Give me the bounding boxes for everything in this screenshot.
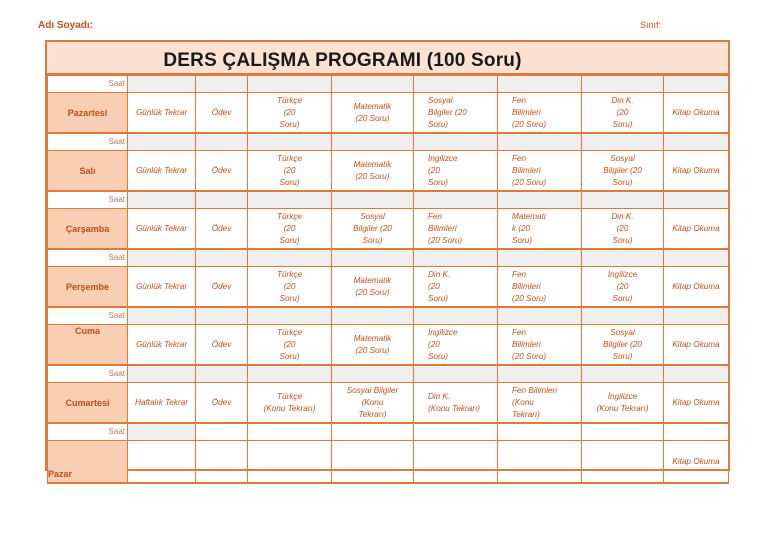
activity-cell[interactable]: İngilizce (20 Soru)	[414, 151, 498, 192]
time-cell[interactable]	[128, 423, 196, 441]
schedule-sheet	[45, 40, 730, 479]
activity-cell[interactable]	[498, 441, 582, 484]
saat-row	[48, 191, 729, 209]
time-cell[interactable]	[196, 423, 248, 441]
activity-cell[interactable]: Kitap Okuma	[664, 383, 729, 424]
activity-cell[interactable]: İngilizce (20 Soru)	[414, 325, 498, 366]
page-title: DERS ÇALIŞMA PROGRAMI (100 Soru)	[163, 49, 522, 71]
activity-cell[interactable]: Matematik (20 Soru)	[332, 325, 414, 366]
activity-cell[interactable]: Matematik (20 Soru)	[332, 93, 414, 134]
activity-cell[interactable]: Türkçe (20 Soru)	[248, 151, 332, 192]
activity-cell[interactable]: Sosyal Bilgiler (20 Soru)	[414, 93, 498, 134]
schedule-body	[48, 76, 729, 484]
activity-cell[interactable]	[196, 441, 248, 484]
time-cell[interactable]	[664, 423, 729, 441]
activity-cell[interactable]: Ödev	[196, 93, 248, 134]
activity-cell[interactable]: Kitap Okuma	[664, 151, 729, 192]
time-cell[interactable]	[414, 249, 498, 267]
time-cell[interactable]	[332, 423, 414, 441]
saat-row	[48, 423, 729, 441]
day-name: Pazar	[48, 441, 128, 484]
saat-label: Saat	[48, 133, 128, 151]
time-cell[interactable]	[414, 365, 498, 383]
time-cell[interactable]	[664, 365, 729, 383]
activity-cell[interactable]: Türkçe (20 Soru)	[248, 209, 332, 250]
time-cell[interactable]	[128, 133, 196, 151]
time-cell[interactable]	[498, 191, 582, 209]
activity-cell[interactable]: Kitap Okuma	[664, 93, 729, 134]
activity-cell[interactable]: Fen Bilimleri (20 Soru)	[498, 151, 582, 192]
time-cell[interactable]	[196, 307, 248, 325]
activity-cell[interactable]: İngilizce (20 Soru)	[582, 267, 664, 308]
saat-row	[48, 365, 729, 383]
time-cell[interactable]	[582, 249, 664, 267]
activity-cell[interactable]: Günlük Tekrar	[128, 267, 196, 308]
time-cell[interactable]	[498, 249, 582, 267]
name-label: Adı Soyadı:	[38, 20, 94, 31]
time-cell[interactable]	[332, 249, 414, 267]
day-row	[48, 441, 729, 484]
time-cell[interactable]	[582, 365, 664, 383]
activity-cell[interactable]: Fen Bilimleri (Konu Tekrarı)	[498, 383, 582, 424]
day-row	[48, 93, 729, 134]
activity-cell[interactable]: Sosyal Bilgiler (20 Soru)	[332, 209, 414, 250]
day-row	[48, 383, 729, 424]
activity-cell[interactable]: Din K. (20 Soru)	[582, 93, 664, 134]
saat-label: Saat	[48, 76, 128, 93]
activity-cell[interactable]: Sosyal Bilgiler (20 Soru)	[582, 325, 664, 366]
time-cell[interactable]	[498, 76, 582, 93]
activity-cell[interactable]: Fen Bilimleri (20 Soru)	[498, 267, 582, 308]
activity-cell[interactable]: Ödev	[196, 151, 248, 192]
activity-cell[interactable]: Ödev	[196, 325, 248, 366]
class-label: Sınıf:	[640, 20, 662, 30]
time-cell[interactable]	[248, 365, 332, 383]
activity-cell[interactable]: Matemati k (20 Soru)	[498, 209, 582, 250]
day-row	[48, 151, 729, 192]
saat-row	[48, 307, 729, 325]
time-cell[interactable]	[414, 76, 498, 93]
schedule-table	[47, 75, 729, 484]
time-cell[interactable]	[498, 307, 582, 325]
time-cell[interactable]	[128, 249, 196, 267]
day-name: Cuma	[48, 325, 128, 366]
time-cell[interactable]	[414, 307, 498, 325]
activity-cell[interactable]: Günlük Tekrar	[128, 93, 196, 134]
saat-label: Saat	[48, 423, 128, 441]
activity-cell[interactable]	[128, 441, 196, 484]
time-cell[interactable]	[414, 133, 498, 151]
activity-cell[interactable]: Din K. (20 Soru)	[582, 209, 664, 250]
day-name: Cumartesi	[48, 383, 128, 424]
activity-cell[interactable]: Türkçe (20 Soru)	[248, 325, 332, 366]
activity-cell[interactable]: Günlük Tekrar	[128, 325, 196, 366]
activity-cell[interactable]: Günlük Tekrar	[128, 151, 196, 192]
time-cell[interactable]	[582, 191, 664, 209]
time-cell[interactable]	[128, 191, 196, 209]
day-name: Pazartesi	[48, 93, 128, 134]
activity-cell[interactable]: Kitap Okuma	[664, 267, 729, 308]
saat-label: Saat	[48, 249, 128, 267]
title-row	[47, 42, 728, 75]
time-cell[interactable]	[196, 191, 248, 209]
time-cell[interactable]	[664, 133, 729, 151]
activity-cell[interactable]	[582, 441, 664, 484]
activity-cell[interactable]	[414, 441, 498, 484]
activity-cell[interactable]: Ödev	[196, 209, 248, 250]
activity-cell[interactable]: Kitap Okuma	[664, 209, 729, 250]
activity-cell[interactable]: Günlük Tekrar	[128, 209, 196, 250]
time-cell[interactable]	[582, 76, 664, 93]
time-cell[interactable]	[332, 191, 414, 209]
saat-label: Saat	[48, 307, 128, 325]
time-cell[interactable]	[248, 133, 332, 151]
activity-cell[interactable]: Kitap Okuma	[664, 441, 729, 484]
activity-cell[interactable]: İngilizce (Konu Tekrarı)	[582, 383, 664, 424]
saat-row	[48, 76, 729, 93]
time-cell[interactable]	[332, 133, 414, 151]
saat-row	[48, 249, 729, 267]
time-cell[interactable]	[332, 307, 414, 325]
saat-row	[48, 133, 729, 151]
activity-cell[interactable]: Din K. (20 Soru)	[414, 267, 498, 308]
time-cell[interactable]	[664, 249, 729, 267]
day-name: Salı	[48, 151, 128, 192]
activity-cell[interactable]: Ödev	[196, 267, 248, 308]
time-cell[interactable]	[664, 76, 729, 93]
time-cell[interactable]	[664, 307, 729, 325]
time-cell[interactable]	[248, 191, 332, 209]
time-cell[interactable]	[248, 249, 332, 267]
activity-cell[interactable]: Kitap Okuma	[664, 325, 729, 366]
time-cell[interactable]	[414, 423, 498, 441]
activity-cell[interactable]: Din K. (Konu Tekrarı)	[414, 383, 498, 424]
activity-cell[interactable]: Türkçe (20 Soru)	[248, 267, 332, 308]
time-cell[interactable]	[582, 133, 664, 151]
activity-cell[interactable]: Sosyal Bilgiler (20 Soru)	[582, 151, 664, 192]
time-cell[interactable]	[498, 133, 582, 151]
time-cell[interactable]	[196, 76, 248, 93]
saat-label: Saat	[48, 191, 128, 209]
time-cell[interactable]	[128, 307, 196, 325]
activity-cell[interactable]: Fen Bilimleri (20 Soru)	[498, 93, 582, 134]
saat-label: Saat	[48, 365, 128, 383]
time-cell[interactable]	[248, 423, 332, 441]
time-cell[interactable]	[664, 191, 729, 209]
time-cell[interactable]	[498, 365, 582, 383]
time-cell[interactable]	[248, 76, 332, 93]
time-cell[interactable]	[128, 365, 196, 383]
activity-cell[interactable]: Sosyal Bilgiler (Konu Tekrarı)	[332, 383, 414, 424]
time-cell[interactable]	[498, 423, 582, 441]
time-cell[interactable]	[332, 76, 414, 93]
activity-cell[interactable]: Ödev	[196, 383, 248, 424]
day-row	[48, 209, 729, 250]
time-cell[interactable]	[582, 307, 664, 325]
activity-cell[interactable]	[332, 441, 414, 484]
time-cell[interactable]	[332, 365, 414, 383]
time-cell[interactable]	[248, 307, 332, 325]
day-row	[48, 325, 729, 366]
day-row	[48, 267, 729, 308]
time-cell[interactable]	[582, 423, 664, 441]
day-name: Perşembe	[48, 267, 128, 308]
time-cell[interactable]	[414, 191, 498, 209]
activity-cell[interactable]: Türkçe (Konu Tekrarı)	[248, 383, 332, 424]
activity-cell[interactable]: Haftalık Tekrar	[128, 383, 196, 424]
activity-cell[interactable]: Matematik (20 Soru)	[332, 267, 414, 308]
activity-cell[interactable]: Türkçe (20 Soru)	[248, 93, 332, 134]
time-cell[interactable]	[196, 133, 248, 151]
day-name: Çarşamba	[48, 209, 128, 250]
activity-cell[interactable]: Matematik (20 Soru)	[332, 151, 414, 192]
time-cell[interactable]	[128, 76, 196, 93]
time-cell[interactable]	[196, 365, 248, 383]
activity-cell[interactable]	[248, 441, 332, 484]
time-cell[interactable]	[196, 249, 248, 267]
activity-cell[interactable]: Fen Bilimleri (20 Soru)	[414, 209, 498, 250]
activity-cell[interactable]: Fen Bilimleri (20 Soru)	[498, 325, 582, 366]
